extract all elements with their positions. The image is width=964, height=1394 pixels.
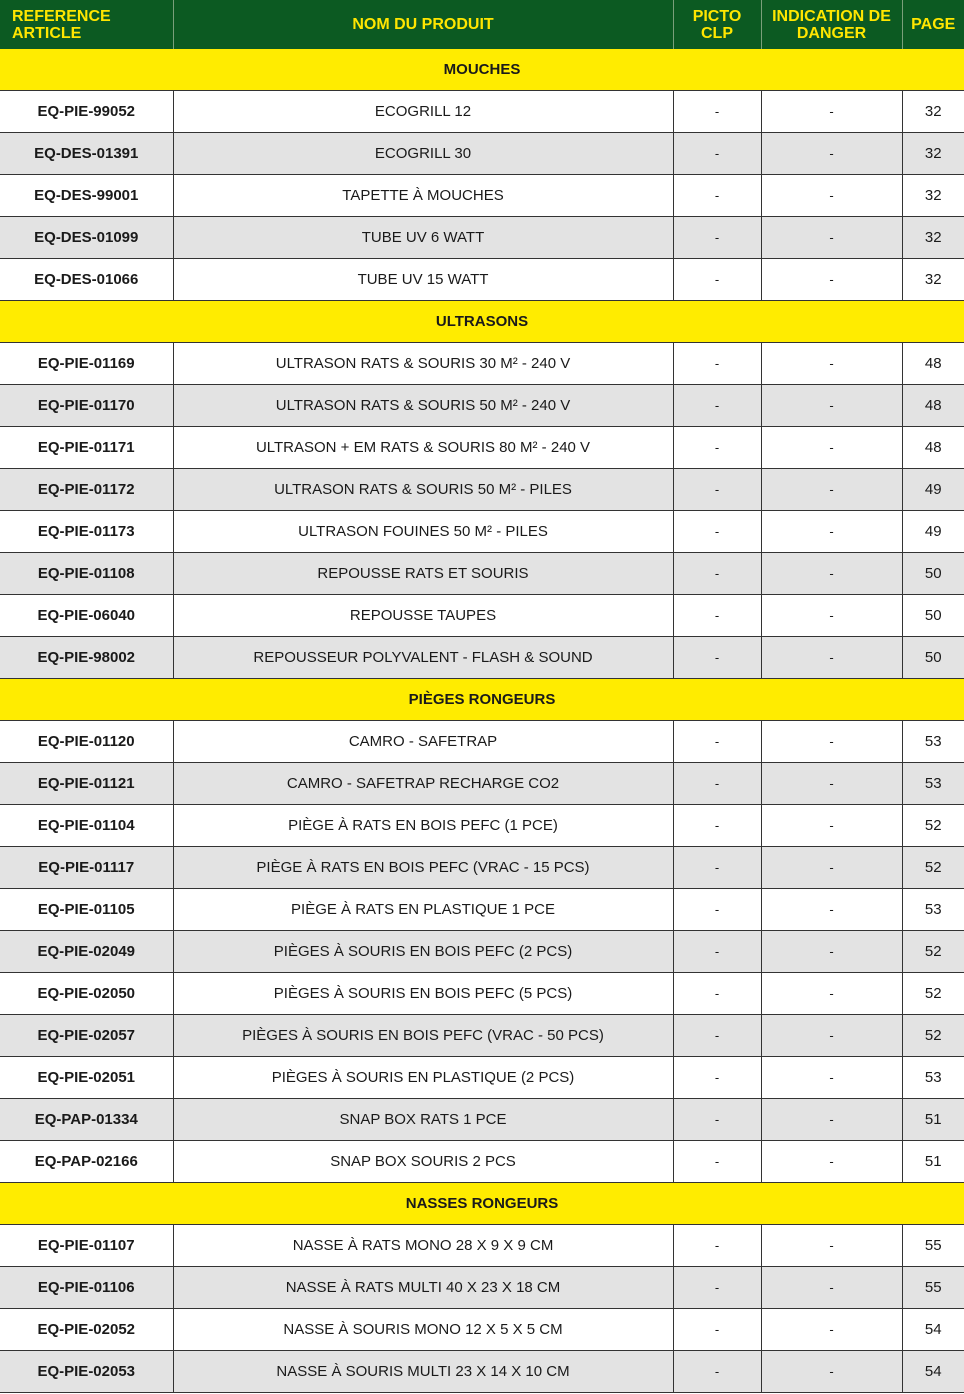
cell-page: 48 xyxy=(902,427,964,469)
cell-page: 32 xyxy=(902,259,964,301)
cell-ref: EQ-PIE-01104 xyxy=(0,805,173,847)
cell-ref: EQ-PIE-02051 xyxy=(0,1057,173,1099)
cell-name: NASSE À RATS MONO 28 X 9 X 9 CM xyxy=(173,1225,673,1267)
cell-danger: - xyxy=(761,511,902,553)
cell-name: ULTRASON + EM RATS & SOURIS 80 M² - 240 V xyxy=(173,427,673,469)
cell-danger: - xyxy=(761,469,902,511)
cell-name: ULTRASON RATS & SOURIS 30 M² - 240 V xyxy=(173,343,673,385)
table-row xyxy=(0,763,964,805)
cell-page: 55 xyxy=(902,1225,964,1267)
cell-name: REPOUSSEUR POLYVALENT - FLASH & SOUND xyxy=(173,637,673,679)
cell-picto: - xyxy=(673,1225,761,1267)
cell-ref: EQ-PIE-01107 xyxy=(0,1225,173,1267)
cell-picto: - xyxy=(673,175,761,217)
cell-page: 48 xyxy=(902,343,964,385)
table-row xyxy=(0,973,964,1015)
cell-ref: EQ-DES-01066 xyxy=(0,259,173,301)
cell-danger: - xyxy=(761,427,902,469)
cell-picto: - xyxy=(673,805,761,847)
cell-page: 50 xyxy=(902,637,964,679)
header-row xyxy=(0,0,964,49)
section-title: PIÈGES RONGEURS xyxy=(0,679,964,721)
cell-picto: - xyxy=(673,511,761,553)
cell-picto: - xyxy=(673,847,761,889)
cell-name: CAMRO - SAFETRAP RECHARGE CO2 xyxy=(173,763,673,805)
section-title: NASSES RONGEURS xyxy=(0,1183,964,1225)
cell-danger: - xyxy=(761,217,902,259)
section-row xyxy=(0,49,964,91)
cell-name: TUBE UV 15 WATT xyxy=(173,259,673,301)
cell-danger: - xyxy=(761,385,902,427)
cell-ref: EQ-DES-01391 xyxy=(0,133,173,175)
cell-page: 49 xyxy=(902,511,964,553)
cell-ref: EQ-PIE-02050 xyxy=(0,973,173,1015)
cell-ref: EQ-PAP-02166 xyxy=(0,1141,173,1183)
cell-picto: - xyxy=(673,889,761,931)
table-row xyxy=(0,805,964,847)
cell-page: 53 xyxy=(902,889,964,931)
cell-danger: - xyxy=(761,1267,902,1309)
cell-picto: - xyxy=(673,469,761,511)
cell-danger: - xyxy=(761,973,902,1015)
header-danger-line1: INDICATION DE xyxy=(772,7,891,25)
cell-name: PIÈGES À SOURIS EN PLASTIQUE (2 PCS) xyxy=(173,1057,673,1099)
cell-ref: EQ-PAP-01334 xyxy=(0,1099,173,1141)
header-picto-line1: PICTO xyxy=(692,7,742,25)
cell-page: 52 xyxy=(902,1015,964,1057)
cell-name: PIÈGE À RATS EN BOIS PEFC (1 PCE) xyxy=(173,805,673,847)
cell-ref: EQ-PIE-02053 xyxy=(0,1351,173,1393)
table-row xyxy=(0,469,964,511)
table-row xyxy=(0,217,964,259)
cell-name: SNAP BOX RATS 1 PCE xyxy=(173,1099,673,1141)
table-row xyxy=(0,931,964,973)
cell-page: 52 xyxy=(902,973,964,1015)
cell-danger: - xyxy=(761,805,902,847)
table-row xyxy=(0,259,964,301)
table-row xyxy=(0,1015,964,1057)
cell-picto: - xyxy=(673,1099,761,1141)
cell-page: 52 xyxy=(902,847,964,889)
cell-ref: EQ-PIE-01106 xyxy=(0,1267,173,1309)
cell-name: ECOGRILL 30 xyxy=(173,133,673,175)
cell-ref: EQ-PIE-01108 xyxy=(0,553,173,595)
cell-ref: EQ-PIE-06040 xyxy=(0,595,173,637)
cell-name: REPOUSSE TAUPES xyxy=(173,595,673,637)
section-row xyxy=(0,679,964,721)
cell-name: ULTRASON RATS & SOURIS 50 M² - 240 V xyxy=(173,385,673,427)
cell-danger: - xyxy=(761,1099,902,1141)
cell-ref: EQ-PIE-01173 xyxy=(0,511,173,553)
cell-ref: EQ-PIE-01121 xyxy=(0,763,173,805)
table-row xyxy=(0,889,964,931)
cell-ref: EQ-PIE-01171 xyxy=(0,427,173,469)
cell-ref: EQ-PIE-01170 xyxy=(0,385,173,427)
cell-page: 51 xyxy=(902,1141,964,1183)
table-row xyxy=(0,847,964,889)
cell-name: PIÈGE À RATS EN PLASTIQUE 1 PCE xyxy=(173,889,673,931)
cell-danger: - xyxy=(761,595,902,637)
table-row xyxy=(0,343,964,385)
header-danger-line2: DANGER xyxy=(796,24,867,42)
cell-page: 32 xyxy=(902,133,964,175)
cell-name: ECOGRILL 12 xyxy=(173,91,673,133)
cell-danger: - xyxy=(761,133,902,175)
table-row xyxy=(0,91,964,133)
cell-name: ULTRASON FOUINES 50 M² - PILES xyxy=(173,511,673,553)
cell-picto: - xyxy=(673,1309,761,1351)
cell-page: 50 xyxy=(902,553,964,595)
cell-danger: - xyxy=(761,721,902,763)
cell-ref: EQ-PIE-01120 xyxy=(0,721,173,763)
cell-picto: - xyxy=(673,553,761,595)
cell-danger: - xyxy=(761,889,902,931)
cell-picto: - xyxy=(673,91,761,133)
cell-name: PIÈGES À SOURIS EN BOIS PEFC (5 PCS) xyxy=(173,973,673,1015)
cell-page: 53 xyxy=(902,721,964,763)
cell-ref: EQ-DES-01099 xyxy=(0,217,173,259)
cell-picto: - xyxy=(673,259,761,301)
cell-name: NASSE À SOURIS MONO 12 X 5 X 5 CM xyxy=(173,1309,673,1351)
cell-danger: - xyxy=(761,763,902,805)
cell-picto: - xyxy=(673,427,761,469)
cell-page: 53 xyxy=(902,763,964,805)
cell-danger: - xyxy=(761,343,902,385)
cell-picto: - xyxy=(673,721,761,763)
cell-danger: - xyxy=(761,175,902,217)
cell-picto: - xyxy=(673,385,761,427)
table-row xyxy=(0,1225,964,1267)
cell-name: CAMRO - SAFETRAP xyxy=(173,721,673,763)
cell-picto: - xyxy=(673,763,761,805)
cell-danger: - xyxy=(761,1141,902,1183)
cell-name: PIÈGES À SOURIS EN BOIS PEFC (2 PCS) xyxy=(173,931,673,973)
cell-page: 52 xyxy=(902,931,964,973)
cell-picto: - xyxy=(673,133,761,175)
cell-page: 49 xyxy=(902,469,964,511)
cell-ref: EQ-PIE-99052 xyxy=(0,91,173,133)
table-row xyxy=(0,721,964,763)
cell-danger: - xyxy=(761,847,902,889)
cell-ref: EQ-PIE-02049 xyxy=(0,931,173,973)
header-danger xyxy=(761,0,902,49)
cell-danger: - xyxy=(761,1309,902,1351)
cell-ref: EQ-PIE-98002 xyxy=(0,637,173,679)
cell-ref: EQ-PIE-01172 xyxy=(0,469,173,511)
table-row xyxy=(0,427,964,469)
section-row xyxy=(0,1183,964,1225)
cell-ref: EQ-DES-99001 xyxy=(0,175,173,217)
cell-name: TUBE UV 6 WATT xyxy=(173,217,673,259)
section-title: MOUCHES xyxy=(0,49,964,91)
section-row xyxy=(0,301,964,343)
cell-ref: EQ-PIE-01169 xyxy=(0,343,173,385)
header-picto xyxy=(673,0,761,49)
table-row xyxy=(0,637,964,679)
cell-danger: - xyxy=(761,637,902,679)
cell-danger: - xyxy=(761,1015,902,1057)
table-row xyxy=(0,511,964,553)
cell-picto: - xyxy=(673,595,761,637)
cell-ref: EQ-PIE-02057 xyxy=(0,1015,173,1057)
cell-danger: - xyxy=(761,91,902,133)
cell-name: REPOUSSE RATS ET SOURIS xyxy=(173,553,673,595)
cell-name: TAPETTE À MOUCHES xyxy=(173,175,673,217)
cell-name: NASSE À SOURIS MULTI 23 X 14 X 10 CM xyxy=(173,1351,673,1393)
cell-page: 52 xyxy=(902,805,964,847)
cell-picto: - xyxy=(673,637,761,679)
cell-name: SNAP BOX SOURIS 2 PCS xyxy=(173,1141,673,1183)
table-row xyxy=(0,133,964,175)
cell-picto: - xyxy=(673,1057,761,1099)
section-title: ULTRASONS xyxy=(0,301,964,343)
cell-name: PIÈGE À RATS EN BOIS PEFC (VRAC - 15 PCS) xyxy=(173,847,673,889)
table-row xyxy=(0,385,964,427)
table-body xyxy=(0,49,964,1393)
cell-page: 53 xyxy=(902,1057,964,1099)
cell-danger: - xyxy=(761,259,902,301)
cell-picto: - xyxy=(673,343,761,385)
cell-picto: - xyxy=(673,1015,761,1057)
cell-danger: - xyxy=(761,553,902,595)
cell-page: 50 xyxy=(902,595,964,637)
cell-picto: - xyxy=(673,931,761,973)
table-row xyxy=(0,553,964,595)
table-row xyxy=(0,1351,964,1393)
cell-picto: - xyxy=(673,973,761,1015)
cell-name: ULTRASON RATS & SOURIS 50 M² - PILES xyxy=(173,469,673,511)
cell-picto: - xyxy=(673,1267,761,1309)
table-row xyxy=(0,1267,964,1309)
table-row xyxy=(0,595,964,637)
cell-page: 54 xyxy=(902,1351,964,1393)
cell-page: 32 xyxy=(902,91,964,133)
cell-page: 54 xyxy=(902,1309,964,1351)
table-row xyxy=(0,1099,964,1141)
cell-page: 55 xyxy=(902,1267,964,1309)
cell-name: PIÈGES À SOURIS EN BOIS PEFC (VRAC - 50 PCS) xyxy=(173,1015,673,1057)
table-row xyxy=(0,1057,964,1099)
cell-page: 51 xyxy=(902,1099,964,1141)
cell-danger: - xyxy=(761,1057,902,1099)
cell-ref: EQ-PIE-01117 xyxy=(0,847,173,889)
table-row xyxy=(0,1309,964,1351)
cell-picto: - xyxy=(673,217,761,259)
cell-page: 32 xyxy=(902,217,964,259)
table-header xyxy=(0,0,964,49)
cell-page: 48 xyxy=(902,385,964,427)
cell-danger: - xyxy=(761,1225,902,1267)
header-name: NOM DU PRODUIT xyxy=(173,0,673,49)
cell-name: NASSE À RATS MULTI 40 X 23 X 18 CM xyxy=(173,1267,673,1309)
cell-page: 32 xyxy=(902,175,964,217)
table-row xyxy=(0,175,964,217)
header-page: PAGE xyxy=(902,0,964,49)
header-ref: REFERENCE ARTICLE xyxy=(0,0,173,49)
cell-picto: - xyxy=(673,1141,761,1183)
table-row xyxy=(0,1141,964,1183)
cell-danger: - xyxy=(761,1351,902,1393)
cell-danger: - xyxy=(761,931,902,973)
cell-ref: EQ-PIE-02052 xyxy=(0,1309,173,1351)
header-picto-line2: CLP xyxy=(701,24,733,42)
cell-picto: - xyxy=(673,1351,761,1393)
cell-ref: EQ-PIE-01105 xyxy=(0,889,173,931)
